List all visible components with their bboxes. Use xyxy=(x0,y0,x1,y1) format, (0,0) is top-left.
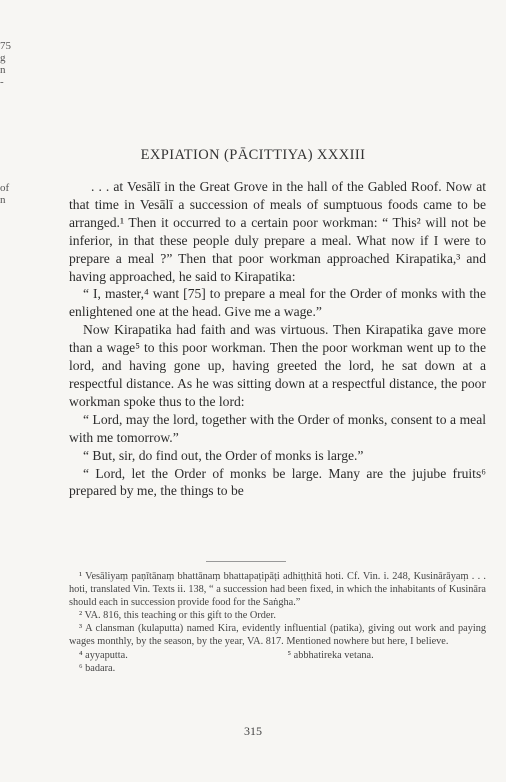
running-head: EXPIATION (PĀCITTIYA) XXXIII xyxy=(140,147,366,163)
paragraph: Now Kirapatika had faith and was virtuous. Then Kirapatika gave more than a wage⁵ to this poor workman. Then the poor workman went up to the lord, and having gone up, having greeted the lord, he sat down at a respectful distance. As he was sitting down at a respectful distance, the poor workman spoke thus to the lord: xyxy=(69,322,486,409)
margin-bleed-middle xyxy=(0,182,14,206)
paragraph: “ Lord, may the lord, together with the Order of monks, consent to a meal with me tomorrow.” xyxy=(69,411,486,445)
bleed-char: of xyxy=(0,182,10,194)
bleed-char: 75 xyxy=(0,40,11,52)
footnote: ⁶ badara. xyxy=(79,662,116,674)
paragraph: “ Lord, let the Order of monks be large. Many are the jujube fruits⁶ prepared by me, the things to be xyxy=(69,465,486,499)
bleed-char: n xyxy=(0,194,6,206)
footnote: ⁴ ayyaputta. xyxy=(79,649,128,661)
page-number: 315 xyxy=(244,724,262,738)
bleed-char: - xyxy=(0,76,4,88)
footnotes xyxy=(69,570,486,675)
footnote: ³ A clansman (kulaputta) named Kira, evidently influential (patika), giving out work and paying wages monthly, by the season, by the year, VA. 817. Mentioned nowhere but here, I believe. xyxy=(69,623,486,648)
footnote: ² VA. 816, this teaching or this gift to the Order. xyxy=(79,610,276,622)
paragraph: “ But, sir, do find out, the Order of monks is large.” xyxy=(83,447,364,463)
footnote-rule xyxy=(206,561,286,562)
body-text xyxy=(69,178,486,500)
paragraph: . . . at Vesālī in the Great Grove in the hall of the Gabled Roof. Now at that time in Vesālī a succession of meals of sumptuous foods came to be arranged.¹ Then it occurred to a certain poor workman: “ This² will not be inferior, in that these people duly prepare a meal. What now if I were to prepare a meal ?” Then that poor workman approached Kirapatika,³ and having approached, he said to Kirapatika: xyxy=(69,179,486,284)
bleed-char: n xyxy=(0,64,6,76)
paragraph: “ I, master,⁴ want [75] to prepare a meal for the Order of monks with the enlightened one at the head. Give me a wage.” xyxy=(69,286,486,320)
footnote-row xyxy=(69,649,486,662)
footnote: ⁵ abbhatireka vetana. xyxy=(287,649,374,661)
margin-bleed-top xyxy=(0,40,14,88)
footnote: ¹ Vesāliyaṃ paṇītānaṃ bhattānaṃ bhattapaṭipāṭi adhiṭṭhitā hoti. Cf. Vin. i. 248, Kusinārāyaṃ . . . hoti, translated Vin. Texts ii. 138, “ a succession had been fixed, in which the inhabitants of Kusināra should each in succession provide food for the Saṅgha.” xyxy=(69,571,486,609)
bleed-char: g xyxy=(0,52,6,64)
